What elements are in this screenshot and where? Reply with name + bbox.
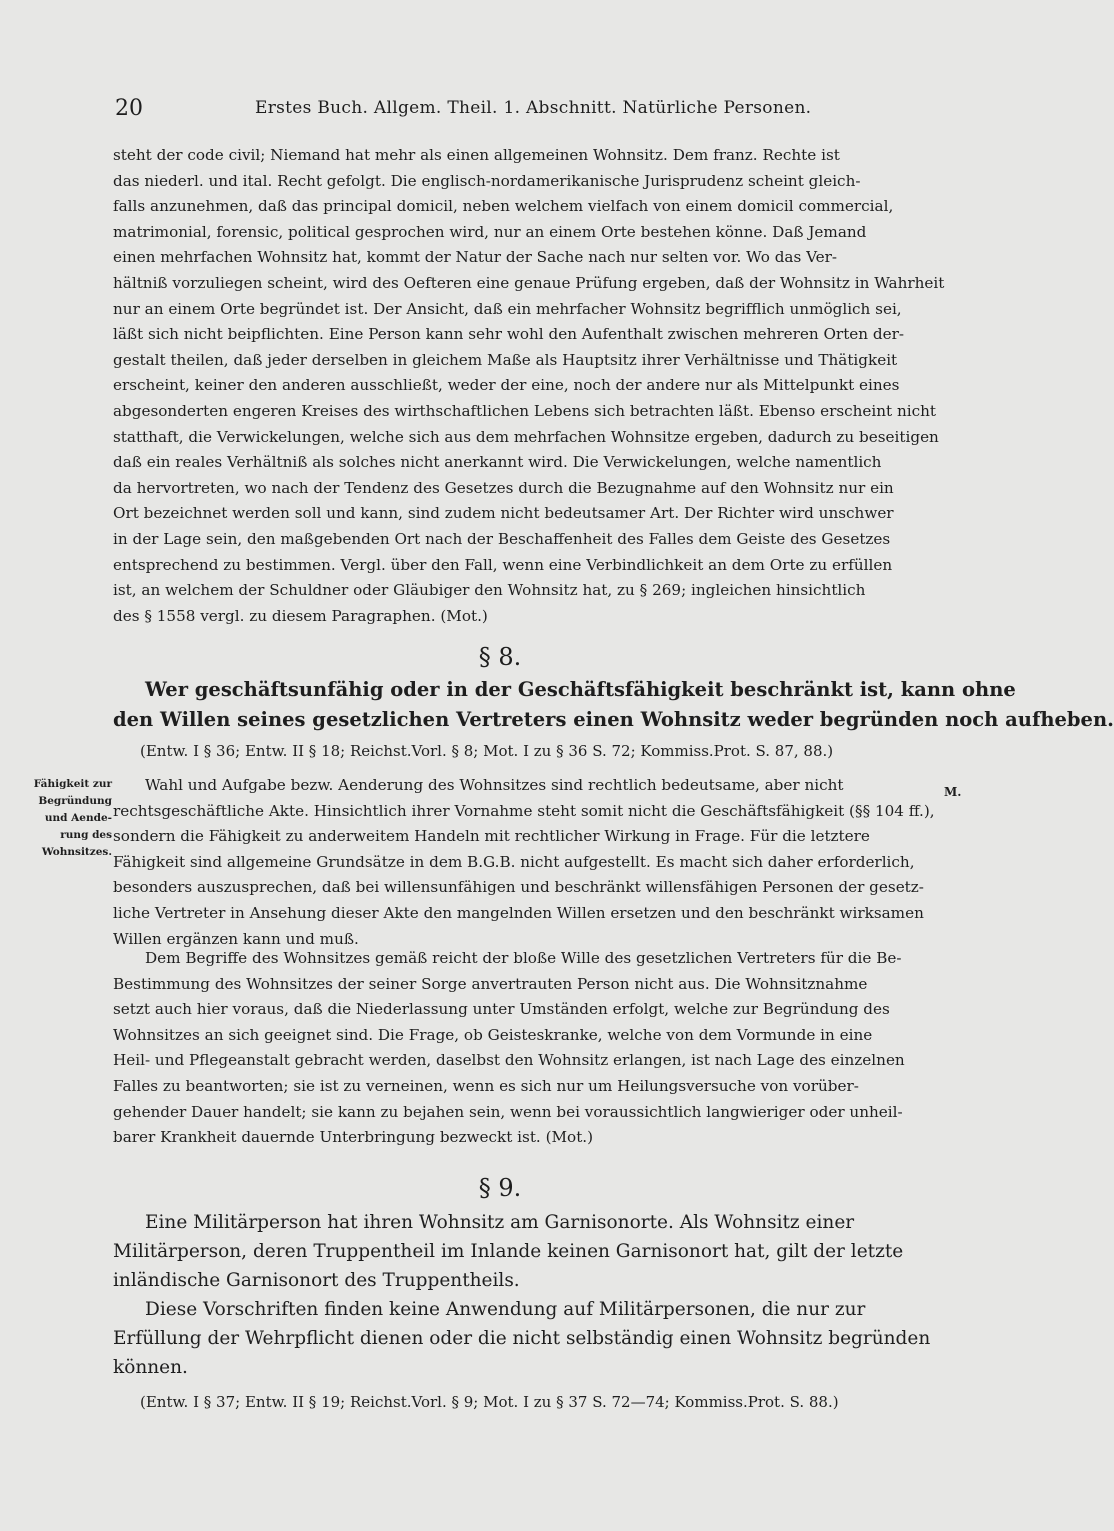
commentary-paragraph: [113, 143, 945, 629]
rule-line: Eine Militärperson hat ihren Wohnsitz am Garnisonorte. Als Wohnsitz einer: [145, 1212, 855, 1233]
section-9-rule: [113, 1208, 936, 1382]
margin-line: und Aende-: [44, 812, 112, 824]
text-line: statthaft, die Verwickelungen, welche sich aus dem mehrfachen Wohnsitze ergeben, dadurch zu beseitigen: [113, 427, 939, 446]
margin-line: Wohnsitzes.: [41, 846, 112, 858]
rule-line: können.: [113, 1357, 188, 1378]
section-8-commentary: [113, 773, 936, 952]
margin-note: [22, 776, 112, 861]
margin-line: rung des: [60, 829, 112, 841]
rule-line: den Willen seines gesetzlichen Vertreters einen Wohnsitz weder begründen noch aufheben.: [113, 707, 1114, 731]
text-line: liche Vertreter in Ansehung dieser Akte den mangelnden Willen ersetzen und den beschränkt wirksamen: [113, 903, 924, 922]
text-line: daß ein reales Verhältniß als solches nicht anerkannt wird. Die Verwickelungen, welche namentlich: [113, 453, 882, 472]
rule-line: Erfüllung der Wehrpflicht dienen oder die nicht selbständig einen Wohnsitz begründen: [113, 1328, 931, 1349]
margin-mark: M.: [944, 785, 962, 799]
text-line: läßt sich nicht beipflichten. Eine Person kann sehr wohl den Aufenthalt zwischen mehreren Orten der-: [113, 325, 904, 344]
text-line: Wahl und Aufgabe bezw. Aenderung des Wohnsitzes sind rechtlich bedeutsame, aber nicht: [145, 776, 844, 794]
text-line: da hervortreten, wo nach der Tendenz des Gesetzes durch die Bezugnahme auf den Wohnsitz nur ein: [113, 478, 894, 497]
text-line: einen mehrfachen Wohnsitz hat, kommt der Natur der Sache nach nur selten vor. Wo das Ver-: [113, 248, 838, 267]
text-line: setzt auch hier voraus, daß die Niederlassung unter Umständen erfolgt, welche zur Begründung des: [113, 1000, 890, 1019]
text-line: das niederl. und ital. Recht gefolgt. Die englisch-nordamerikanische Jurisprudenz scheint gleich-: [113, 171, 861, 190]
text-line: Ort bezeichnet werden soll und kann, sind zudem nicht bedeutsamer Art. Der Richter wird unschwer: [113, 504, 894, 523]
section-8-heading: § 8.: [478, 643, 522, 671]
section-8-references: (Entw. I § 36; Entw. II § 18; Reichst.Vorl. § 8; Mot. I zu § 36 S. 72; Kommiss.Prot. S. 87, 88.): [140, 742, 834, 760]
text-line: gehender Dauer handelt; sie kann zu bejahen sein, wenn bei voraussichtlich langwieriger oder unheil-: [113, 1102, 903, 1121]
rule-line: inländische Garnisonort des Truppentheils.: [113, 1270, 520, 1291]
text-line: erscheint, keiner den anderen ausschließt, weder der eine, noch der andere nur als Mittelpunkt eines: [113, 376, 900, 395]
text-line: Dem Begriffe des Wohnsitzes gemäß reicht der bloße Wille des gesetzlichen Vertreters für die Be-: [145, 949, 902, 967]
page-header: [115, 96, 935, 126]
rule-line: Wer geschäftsunfähig oder in der Geschäftsfähigkeit beschränkt ist, kann ohne: [145, 678, 1016, 701]
text-line: abgesonderten engeren Kreises des wirthschaftlichen Lebens sich betrachten läßt. Ebenso erscheint nicht: [113, 401, 937, 420]
page-number: 20: [115, 96, 143, 121]
text-line: steht der code civil; Niemand hat mehr als einen allgemeinen Wohnsitz. Dem franz. Rechte ist: [113, 146, 840, 164]
section-9-heading: § 9.: [478, 1174, 522, 1202]
section-8-commentary-2: [113, 946, 936, 1151]
text-line: Heil- und Pflegeanstalt gebracht werden, daselbst den Wohnsitz erlangen, ist nach Lage des einzelnen: [113, 1051, 905, 1070]
margin-line: Fähigkeit zur: [33, 778, 112, 790]
text-line: Willen ergänzen kann und muß.: [113, 929, 359, 948]
text-line: Fähigkeit sind allgemeine Grundsätze in dem B.G.B. nicht aufgestellt. Es macht sich daher erforderlich,: [113, 852, 915, 871]
text-line: matrimonial, forensic, political gesprochen wird, nur an einem Orte bestehen könne. Daß Jemand: [113, 222, 867, 241]
section-9-references: (Entw. I § 37; Entw. II § 19; Reichst.Vorl. § 9; Mot. I zu § 37 S. 72—74; Kommiss.Prot. S. 88.): [140, 1393, 839, 1411]
text-line: des § 1558 vergl. zu diesem Paragraphen. (Mot.): [113, 606, 488, 625]
text-line: ist, an welchem der Schuldner oder Gläubiger den Wohnsitz hat, zu § 269; ingleichen hinsichtlich: [113, 581, 866, 600]
text-line: sondern die Fähigkeit zu anderweitem Handeln mit rechtlicher Wirkung in Frage. Für die letztere: [113, 827, 870, 846]
text-line: Bestimmung des Wohnsitzes der seiner Sorge anvertrauten Person nicht aus. Die Wohnsitznahme: [113, 974, 868, 993]
text-line: rechtsgeschäftliche Akte. Hinsichtlich ihrer Vornahme steht somit nicht die Geschäftsfähigkeit (§§ 104 ff.),: [113, 801, 935, 820]
text-line: Falles zu beantworten; sie ist zu verneinen, wenn es sich nur um Heilungsversuche von vorüber-: [113, 1076, 859, 1095]
text-line: hältniß vorzuliegen scheint, wird des Oefteren eine genaue Prüfung ergeben, daß der Wohnsitz in Wahrheit: [113, 273, 945, 292]
section-8-rule: [113, 675, 1114, 734]
rule-line: Diese Vorschriften finden keine Anwendung auf Militärpersonen, die nur zur: [145, 1299, 866, 1320]
text-line: Wohnsitzes an sich geeignet sind. Die Frage, ob Geisteskranke, welche von dem Vormunde in eine: [113, 1025, 873, 1044]
text-line: entsprechend zu bestimmen. Vergl. über den Fall, wenn eine Verbindlichkeit an dem Orte zu erfüllen: [113, 555, 893, 574]
text-line: nur an einem Orte begründet ist. Der Ansicht, daß ein mehrfacher Wohnsitz begrifflich unmöglich sei,: [113, 299, 902, 318]
text-line: in der Lage sein, den maßgebenden Ort nach der Beschaffenheit des Falles dem Geiste des Gesetzes: [113, 529, 891, 548]
running-title: Erstes Buch. Allgem. Theil. 1. Abschnitt. Natürliche Personen.: [255, 98, 812, 118]
text-line: besonders auszusprechen, daß bei willensunfähigen und beschränkt willensfähigen Personen der gesetz-: [113, 878, 924, 897]
rule-line: Militärperson, deren Truppentheil im Inlande keinen Garnisonort hat, gilt der letzte: [113, 1241, 904, 1262]
text-line: falls anzunehmen, daß das principal domicil, neben welchem vielfach von einem domicil commercial,: [113, 197, 894, 216]
text-line: barer Krankheit dauernde Unterbringung bezweckt ist. (Mot.): [113, 1128, 594, 1147]
margin-line: Begründung: [38, 795, 112, 807]
text-line: gestalt theilen, daß jeder derselben in gleichem Maße als Hauptsitz ihrer Verhältnisse und Thätigkeit: [113, 350, 898, 369]
